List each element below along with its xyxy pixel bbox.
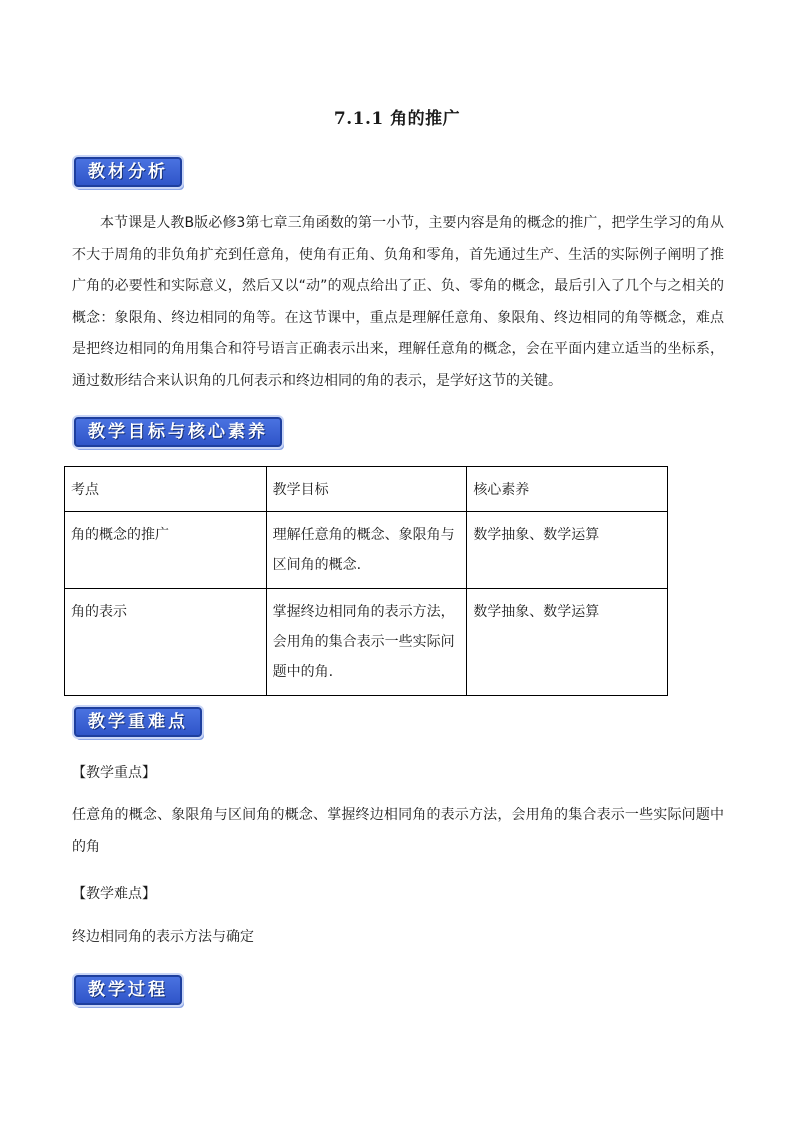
table-cell: 理解任意角的概念、象限角与区间角的概念. — [266, 512, 467, 589]
table-header-cell: 考点 — [65, 467, 267, 512]
section-heading-key-points: 教学重难点 — [74, 707, 202, 737]
table-cell: 数学抽象、数学运算 — [467, 589, 668, 696]
table-cell: 掌握终边相同角的表示方法，会用角的集合表示一些实际问题中的角. — [266, 589, 467, 696]
table-header-cell: 核心素养 — [467, 467, 668, 512]
table-cell: 数学抽象、数学运算 — [467, 512, 668, 589]
section-heading-analysis: 教材分析 — [74, 157, 182, 187]
difficulty-label: 【教学难点】 — [72, 886, 156, 902]
table-row — [65, 589, 668, 696]
section-heading-goals: 教学目标与核心素养 — [74, 417, 282, 447]
section-heading-process: 教学过程 — [74, 975, 182, 1005]
analysis-paragraph: 本节课是人教B版必修3第七章三角函数的第一小节，主要内容是角的概念的推广，把学生学习的角从不大于周角的非负角扩充到任意角，使角有正角、负角和零角，首先通过生产、生活的实际例子阐明了推广角的必要性和实际意义，然后又以“动”的观点给出了正、负、零角的概念，最后引入了几个与之相关的概念：象限角、终边相同的角等。在这节课中，重点是理解任意角、象限角、终边相同的角等概念，难点是把终边相同的角用集合和符号语言正确表示出来，理解任意角的概念，会在平面内建立适当的坐标系，通过数形结合来认识角的几何表示和终边相同的角的表示，是学好这节的关键。 — [72, 215, 724, 389]
table-header-cell: 教学目标 — [266, 467, 467, 512]
table-cell: 角的表示 — [65, 589, 267, 696]
table-row — [65, 512, 668, 589]
focus-label: 【教学重点】 — [72, 765, 156, 781]
document-title: 7.1.1 角的推广 — [333, 109, 461, 129]
difficulty-text: 终边相同角的表示方法与确定 — [72, 929, 254, 945]
table-header-row — [65, 467, 668, 512]
goals-table — [64, 466, 668, 696]
focus-text: 任意角的概念、象限角与区间角的概念、掌握终边相同角的表示方法，会用角的集合表示一些实际问题中的角 — [72, 807, 724, 855]
table-cell: 角的概念的推广 — [65, 512, 267, 589]
